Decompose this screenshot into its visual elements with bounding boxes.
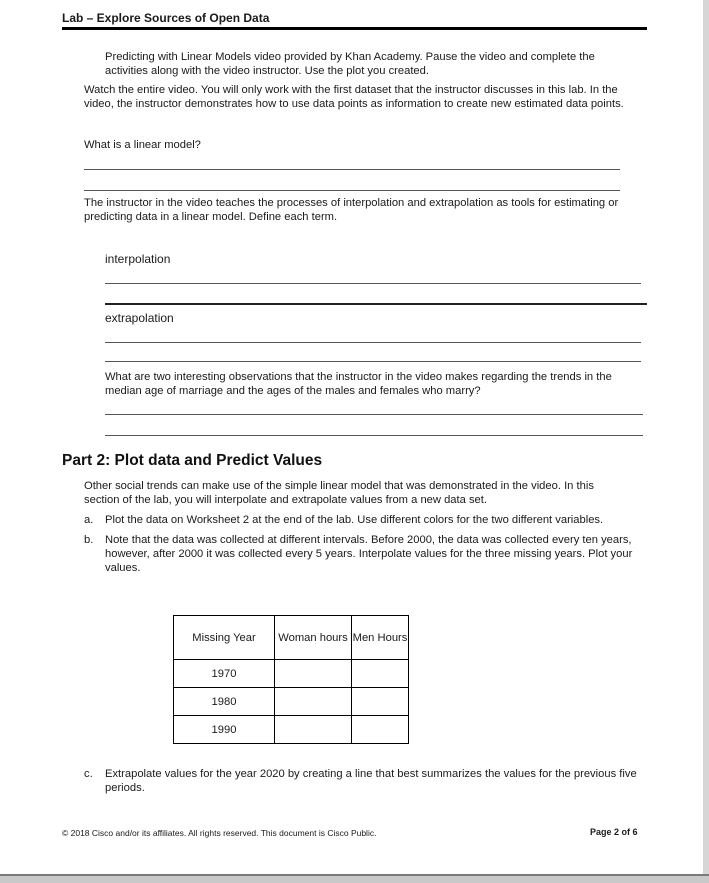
- column-header: Men Hours: [352, 616, 409, 660]
- missing-years-table: [173, 615, 409, 744]
- table-row: [174, 660, 409, 688]
- item-letter: a.: [84, 514, 94, 526]
- table-cell: [275, 716, 352, 744]
- term-extrapolation: extrapolation: [105, 311, 174, 325]
- answer-line: [105, 414, 643, 415]
- table-cell-year: 1970: [174, 660, 275, 688]
- term-interpolation: interpolation: [105, 252, 171, 266]
- answer-line: [105, 361, 641, 362]
- item-text: Plot the data on Worksheet 2 at the end of the lab. Use different colors for the two different variables.: [105, 514, 604, 526]
- table-header-row: [174, 616, 409, 660]
- question-observations: What are two interesting observations that the instructor in the video makes regarding the trends in the median age of marriage and the ages of the males and females who marry?: [105, 371, 612, 397]
- answer-line: [84, 190, 620, 191]
- part2-intro: Other social trends can make use of the simple linear model that was demonstrated in the video. In this section of the lab, you will interpolate and extrapolate values from a new data set.: [84, 480, 594, 506]
- footer-page-number: Page 2 of 6: [590, 827, 638, 837]
- item-letter: c.: [84, 768, 93, 780]
- intro-paragraph: Watch the entire video. You will only work with the first dataset that the instructor discusses in this lab. In the video, the instructor demonstrates how to use data points as information to create new estimated data points.: [84, 84, 624, 110]
- table-cell: [275, 688, 352, 716]
- intro-indented-paragraph: Predicting with Linear Models video provided by Khan Academy. Pause the video and complete the activities along with the video instructor. Use the plot you created.: [105, 51, 595, 77]
- table-cell-year: 1980: [174, 688, 275, 716]
- answer-line: [105, 303, 647, 305]
- item-text: Extrapolate values for the year 2020 by creating a line that best summarizes the values for the previous five periods.: [105, 768, 637, 794]
- answer-line: [105, 283, 641, 284]
- column-header: Woman hours: [275, 616, 352, 660]
- table-cell: [352, 660, 409, 688]
- question-linear-model: What is a linear model?: [84, 139, 201, 151]
- header-rule: [62, 27, 647, 30]
- answer-line: [105, 435, 643, 436]
- table-row: [174, 716, 409, 744]
- table-cell: [352, 688, 409, 716]
- item-letter: b.: [84, 534, 94, 546]
- table-row: [174, 688, 409, 716]
- table-cell: [352, 716, 409, 744]
- table-cell: [275, 660, 352, 688]
- question-processes: The instructor in the video teaches the processes of interpolation and extrapolation as tools for estimating or predicting data in a linear model. Define each term.: [84, 197, 619, 223]
- part2-heading: Part 2: Plot data and Predict Values: [62, 452, 323, 469]
- footer-copyright: © 2018 Cisco and/or its affiliates. All rights reserved. This document is Cisco Public.: [62, 828, 377, 838]
- answer-line: [84, 169, 620, 170]
- column-header: Missing Year: [174, 616, 275, 660]
- page-bottom-edge: [0, 874, 709, 876]
- item-text: Note that the data was collected at different intervals. Before 2000, the data was collected every ten years, however, after 2000 it was collected every 5 years. Interpolate values for the three missing years. Plot your values.: [105, 534, 633, 574]
- answer-line: [105, 342, 641, 343]
- header-title: Lab – Explore Sources of Open Data: [62, 11, 270, 25]
- page-shadow: [703, 0, 709, 876]
- table-cell-year: 1990: [174, 716, 275, 744]
